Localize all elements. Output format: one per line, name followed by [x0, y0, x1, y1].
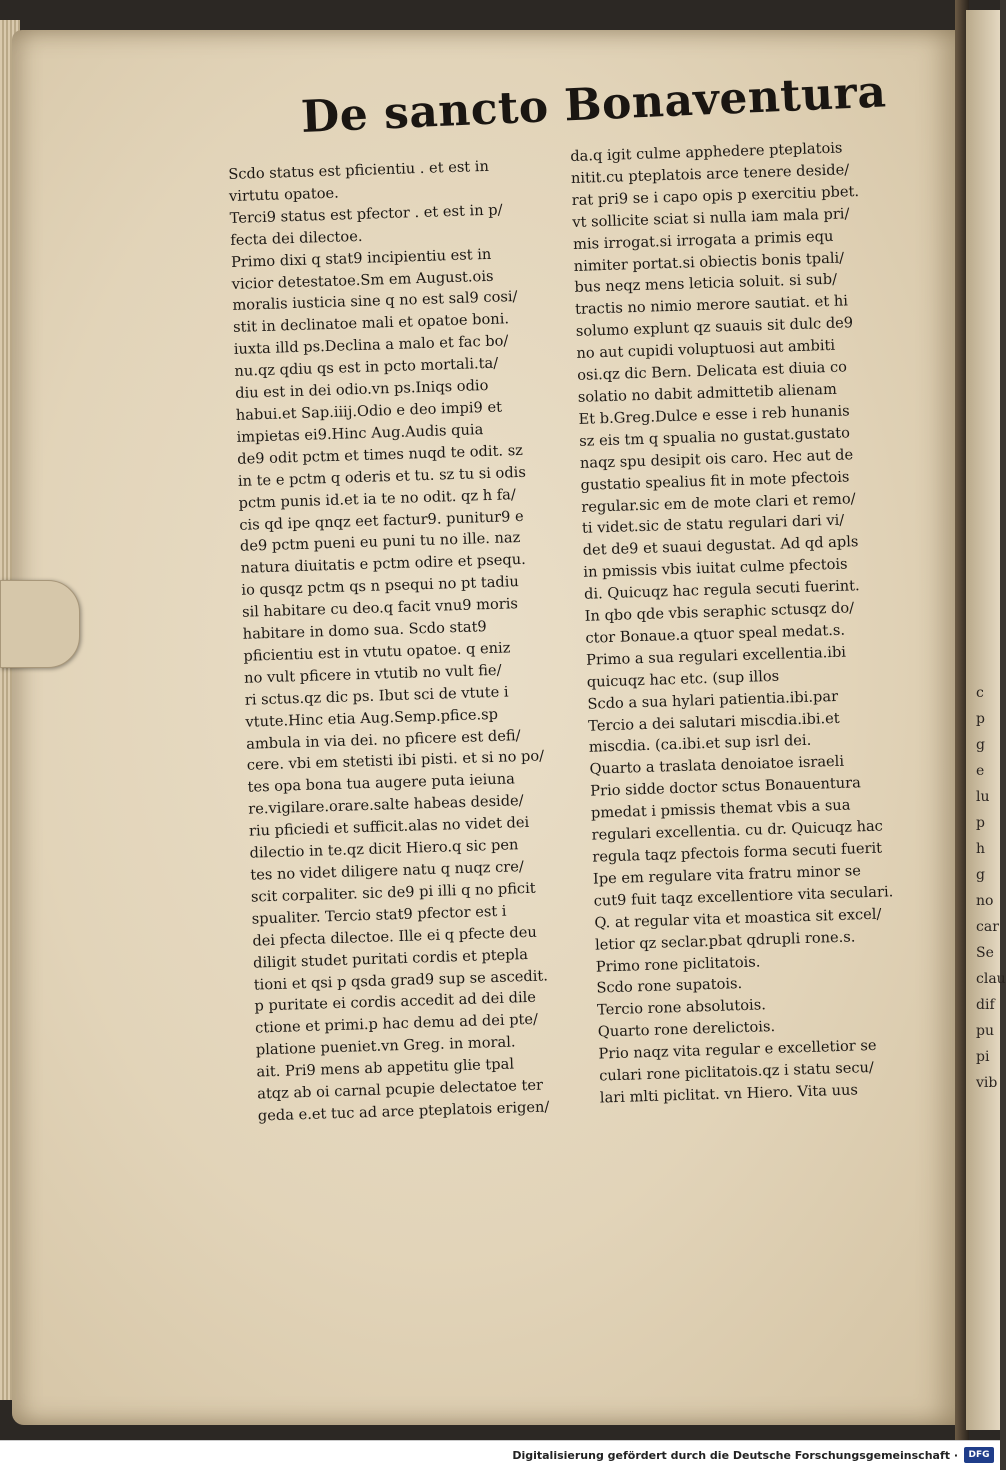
text-line: Tercio a dei salutari miscdia.ibi.et [587, 709, 840, 735]
text-line: no vult pficere in vtutib no vult fie/ [243, 661, 502, 687]
text-line: nu.qz qdiu qs est in pcto mortali.ta/ [234, 354, 499, 381]
text-line: dei pfecta dilectoe. Ille ei q pfecte deu [252, 923, 538, 950]
text-line: moralis iusticia sine q no est sal9 cosi/ [232, 288, 518, 315]
text-line: Prio sidde doctor sctus Bonauentura [590, 774, 862, 800]
text-line: letior qz seclar.pbat qdrupli rone.s. [594, 928, 856, 954]
margin-fragment: c [976, 685, 984, 701]
text-line: Tercio rone absolutois. [596, 996, 767, 1019]
text-line: habitare in domo sua. Scdo stat9 [242, 618, 487, 643]
text-line: pctm punis id.et ia te no odit. qz h fa/ [238, 485, 517, 512]
text-line: platione pueniet.vn Greg. in moral. [255, 1033, 516, 1059]
text-line: diligit studet puritati cordis et ptepla [252, 945, 529, 972]
margin-fragment: pu [976, 1023, 994, 1039]
text-line: diu est in dei odio.vn ps.Iniqs odio [234, 376, 489, 402]
text-line: regula taqz pfectois forma secuti fuerit [592, 839, 883, 866]
text-line: stit in declinatoe mali et opatoe boni. [232, 310, 510, 337]
text-line: Scdo rone supatois. [596, 975, 743, 998]
text-line: Quarto a traslata denoiatoe israeli [589, 753, 845, 779]
text-line: de9 pctm pueni eu puni tu no ille. naz [239, 529, 521, 556]
text-line: In qbo qde vbis seraphic sctusqz do/ [584, 599, 855, 625]
text-line: virtutu opatoe. [228, 184, 340, 205]
text-line: riu pficiedi et sufficit.alas no videt dei [248, 814, 530, 840]
text-line: in pmissis vbis iuitat culme pfectois [583, 555, 848, 582]
text-line: impietas ei9.Hinc Aug.Audis quia [236, 420, 484, 446]
margin-fragment: car [976, 919, 999, 935]
text-line: quicuqz hac etc. (sup illos [586, 667, 780, 691]
text-line: iuxta illd ps.Declina a malo et fac bo/ [233, 332, 509, 359]
text-line: regular.sic em de mote clari et remo/ [581, 489, 856, 516]
text-line: scit corpaliter. sic de9 pi illi q no pficit [250, 879, 536, 906]
text-line: no aut cupidi voluptuosi aut ambiti [576, 336, 836, 363]
text-line: cere. vbi em stetisti ibi pisti. et si no po/ [246, 747, 545, 775]
footer-bar [0, 1440, 1000, 1470]
text-line: gustatio spealius fit in mote pfectois [580, 467, 850, 494]
text-line: naqz spu desipit ois caro. Hec aut de [579, 445, 854, 472]
text-line: in te e pctm q oderis et tu. sz tu si odis [237, 463, 527, 490]
text-line: cis qd ipe qnqz eet factur9. punitur9 e [239, 507, 524, 534]
text-line: ait. Pri9 mens ab appetitu glie tpal [256, 1055, 515, 1081]
text-line: culari rone piclitatois.qz i statu secu/ [598, 1058, 875, 1085]
text-line: Primo dixi q stat9 incipientiu est in [230, 245, 492, 271]
text-line: Scdo status est pficientiu . et est in [228, 157, 490, 183]
text-line: ti videt.sic de statu regulari dari vi/ [581, 511, 845, 538]
text-line: nitit.cu pteplatois arce tenere deside/ [570, 161, 850, 187]
text-line: tractis no nimio merore sautiat. et hi [574, 292, 849, 319]
facing-page-margin-text [976, 680, 1006, 1096]
margin-fragment: dif [976, 997, 995, 1013]
margin-fragment: g [976, 867, 985, 883]
margin-fragment: p [976, 711, 985, 727]
text-line: Quarto rone derelictois. [597, 1018, 776, 1041]
text-line: spualiter. Tercio stat9 pfector est i [251, 902, 507, 928]
text-line: vt sollicite sciat si nulla iam mala pri/ [572, 204, 850, 231]
text-line: mis irrogat.si irrogata a primis equ [572, 227, 834, 253]
text-line: ctione et primi.p hac demu ad dei pte/ [254, 1011, 539, 1037]
margin-fragment: Se [976, 945, 994, 961]
margin-fragment: h [976, 841, 986, 857]
text-line: Q. at regular vita et moastica sit excel/ [594, 905, 882, 932]
text-line: lari mlti piclitat. vn Hiero. Vita uus [599, 1081, 859, 1107]
text-line: tes no videt diligere natu q nuqz cre/ [250, 858, 525, 884]
footer-credit: Digitalisierung gefördert durch die Deutsche Forschungsgemeinschaft · [512, 1449, 958, 1462]
text-line: vtute.Hinc etia Aug.Semp.pfice.sp [245, 705, 499, 731]
text-line: sil habitare cu deo.q facit vnu9 moris [241, 595, 519, 621]
text-line: ambula in via dei. no pficere est defi/ [245, 726, 521, 753]
text-line: natura diuitatis e pctm odire et psequ. [240, 551, 526, 578]
text-line: geda e.et tuc ad arce pteplatois erigen/ [257, 1098, 550, 1125]
text-column-right [570, 135, 935, 1109]
text-line: sz eis tm q spualia no gustat.gustato [579, 424, 851, 450]
text-line: re.vigilare.orare.salte habeas deside/ [248, 792, 524, 818]
margin-fragment: lu [976, 789, 990, 805]
text-line: solumo explunt qz suauis sit dulc de9 [575, 314, 854, 341]
clasp-tab [0, 580, 80, 668]
text-line: solatio no dabit admittetib alienam [577, 380, 838, 406]
text-line: rat pri9 se i capo opis p exercitiu pbet. [571, 182, 860, 209]
text-line: Primo rone piclitatois. [595, 952, 761, 976]
text-line: Et b.Greg.Dulce e esse i reb hunanis [578, 402, 850, 428]
text-line: de9 odit pctm et times nuqd te odit. sz [237, 441, 524, 468]
text-line: Ipe em regulare vita fratru minor se [592, 862, 862, 888]
text-line: Scdo a sua hylari patientia.ibi.par [587, 687, 839, 713]
margin-fragment: no [976, 893, 994, 909]
text-line: osi.qz dic Bern. Delicata est diuia co [576, 358, 848, 384]
page-heading: De sancto Bonaventura [300, 66, 888, 143]
text-line: pficientiu est in vtutu opatoe. q eniz [243, 639, 511, 665]
text-line: bus neqz mens leticia soluit. si sub/ [574, 271, 838, 297]
text-line: habui.et Sap.iiij.Odio e deo impi9 et [235, 398, 503, 424]
text-line: fecta dei dilectoe. [230, 227, 363, 249]
text-line: tioni et qsi p qsda grad9 sup se ascedit. [253, 966, 549, 994]
text-line: io qusqz pctm qs n psequi no pt tadiu [241, 573, 520, 600]
text-line: regulari excellentia. cu dr. Quicuqz hac [591, 817, 884, 844]
text-line: atqz ab oi carnal pcupie delectatoe ter [256, 1076, 544, 1103]
text-line: da.q igit culme apphedere pteplatois [570, 139, 843, 165]
text-line: Terci9 status est pfector . et est in p/ [229, 201, 503, 227]
text-line: pmedat i pmissis themat vbis a sua [590, 796, 851, 822]
margin-fragment: p [976, 815, 985, 831]
text-line: di. Quicuqz hac regula secuti fuerint. [583, 577, 860, 603]
dfg-logo: DFG [964, 1447, 994, 1463]
text-line: dilectio in te.qz dicit Hiero.q sic pen [249, 836, 519, 862]
text-line: tes opa bona tua augere puta ieiuna [247, 770, 516, 797]
text-line: Prio naqz vita regular e excelletior se [598, 1036, 877, 1063]
text-line: ri sctus.qz dic ps. Ibut sci de vtute i [244, 683, 509, 709]
text-line: cut9 fuit taqz excellentiore vita seculari. [593, 883, 894, 910]
text-line: Primo a sua regulari excellentia.ibi [585, 643, 847, 669]
text-line: ctor Bonaue.a qtuor speal medat.s. [585, 621, 846, 647]
text-line: miscdia. (ca.ibi.et sup isrl dei. [588, 732, 812, 757]
text-line: vicior detestatoe.Sm em August.ois [231, 267, 494, 293]
text-column-left [228, 153, 593, 1127]
text-line: p puritate ei cordis accedit ad dei dile [254, 989, 537, 1016]
margin-fragment: g [976, 737, 985, 753]
margin-fragment: vib [976, 1075, 998, 1091]
margin-fragment: pi [976, 1049, 990, 1065]
text-line: nimiter portat.si obiectis bonis tpali/ [573, 248, 845, 275]
margin-fragment: e [976, 763, 985, 779]
text-line: det de9 et suaui degustat. Ad qd apls [582, 533, 859, 560]
margin-fragment: clau [976, 971, 1006, 987]
